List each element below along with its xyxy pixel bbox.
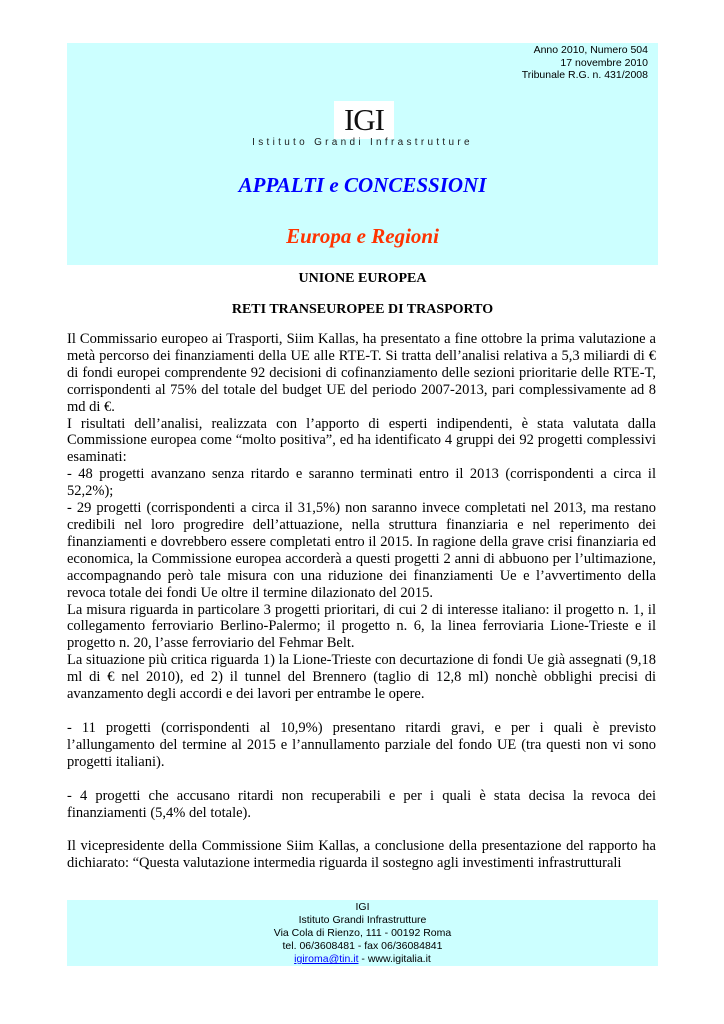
paragraph-intro: Il Commissario europeo ai Trasporti, Siim Kallas, ha presentato a fine ottobre la prima valutazione a metà percorso dei finanziamenti della UE alle RTE-T. Si tratta dell’analisi relativa a 5,3 miliardi di € di fondi europei comprendente 92 decisioni di cofinanziamento delle sezioni prioritarie delle RTE-T, corrispondenti al 75% del totale del budget UE del periodo 2007-2013, pari complessivamente ad 8 md di €. bbox=[67, 331, 656, 415]
website-text: www.igitalia.it bbox=[367, 953, 431, 965]
page-title: APPALTI e CONCESSIONI bbox=[238, 173, 487, 197]
header-box bbox=[67, 43, 658, 265]
footer-separator: - bbox=[358, 953, 368, 965]
paragraph-results: I risultati dell’analisi, realizzata con l’apporto di esperti indipendenti, è stata valutata dalla Commissione europea come “molto positiva”, ed ha identificato 4 gruppi dei 92 progetti complessivi esaminati: bbox=[67, 415, 656, 466]
paragraph-critical-situation: La situazione più critica riguarda 1) la Lione-Trieste con decurtazione di fondi Ue già assegnati (9,18 ml di € nel 2010), ed 2) il tunnel del Brennero (taglio di 12,8 ml) nonchè obblighi precisi di avanzamento degli accordi e dei lavori per entrambe le opere. bbox=[67, 652, 656, 703]
paragraph-group-3: - 11 progetti (corrispondenti al 10,9%) presentano ritardi gravi, e per i quali è previsto l’allungamento del termine al 2015 e l’annullamento parziale del fondo UE (tra questi non vi sono progetti italiani). bbox=[67, 719, 656, 770]
footer-org-acronym: IGI bbox=[355, 901, 370, 913]
section-heading-ten-t: RETI TRANSEUROPEE DI TRASPORTO bbox=[231, 302, 494, 317]
logo-text: IGI bbox=[343, 102, 385, 137]
publication-info bbox=[522, 44, 648, 82]
organization-name: Istituto Grandi Infrastrutture bbox=[252, 137, 473, 148]
article-body bbox=[67, 331, 656, 872]
paragraph-vice-president: Il vicepresidente della Commissione Siim Kallas, a conclusione della presentazione del rapporto ha dichiarato: “Questa valutazione intermedia riguarda il sostegno agli investimenti infrastrutturali bbox=[67, 838, 656, 872]
igi-logo bbox=[334, 101, 394, 139]
section-heading-eu: UNIONE EUROPEA bbox=[298, 271, 427, 286]
footer-org-name: Istituto Grandi Infrastrutture bbox=[298, 914, 427, 926]
paragraph-group-4: - 4 progetti che accusano ritardi non recuperabili e per i quali è stata decisa la revoca dei finanziamenti (5,4% del totale). bbox=[67, 787, 656, 821]
publication-registration: Tribunale R.G. n. 431/2008 bbox=[521, 69, 648, 81]
paragraph-group-2: - 29 progetti (corrispondenti a circa il 31,5%) non saranno invece completati nel 2013, ma restano credibili nel loro progredire dell’attuazione, nella struttura finanziaria e nel reperimento dei finanziamenti e dovrebbero essere completati entro il 2015. In ragione della grave crisi finanziaria ed economica, la Commissione europea accorderà a questi progetti 2 anni di abbuono per l’ultimazione, accompagnando però tale misura con una riduzione dei finanziamenti Ue e l’avvertimento della revoca totale dei fondi Ue oltre il termine dilazionato del 2015. bbox=[67, 500, 656, 601]
page-subtitle: Europa e Regioni bbox=[286, 224, 439, 248]
footer bbox=[67, 900, 658, 966]
publication-issue: Anno 2010, Numero 504 bbox=[533, 44, 648, 56]
paragraph-group-1: - 48 progetti avanzano senza ritardo e saranno terminati entro il 2013 (corrispondenti a circa il 52,2%); bbox=[67, 466, 656, 500]
footer-address: Via Cola di Rienzo, 111 - 00192 Roma bbox=[273, 927, 452, 939]
email-link[interactable]: igiroma@tin.it bbox=[294, 953, 359, 965]
footer-phone-fax: tel. 06/3608481 - fax 06/36084841 bbox=[282, 940, 443, 952]
footer-contacts bbox=[67, 953, 658, 966]
publication-date: 17 novembre 2010 bbox=[560, 56, 648, 69]
paragraph-priority-projects: La misura riguarda in particolare 3 progetti prioritari, di cui 2 di interesse italiano: il progetto n. 1, il collegamento ferroviario Berlino-Palermo; il progetto n. 6, la linea ferroviaria Lione-Trieste e il progetto n. 20, l’asse ferroviario del Fehmar Belt. bbox=[67, 601, 656, 652]
